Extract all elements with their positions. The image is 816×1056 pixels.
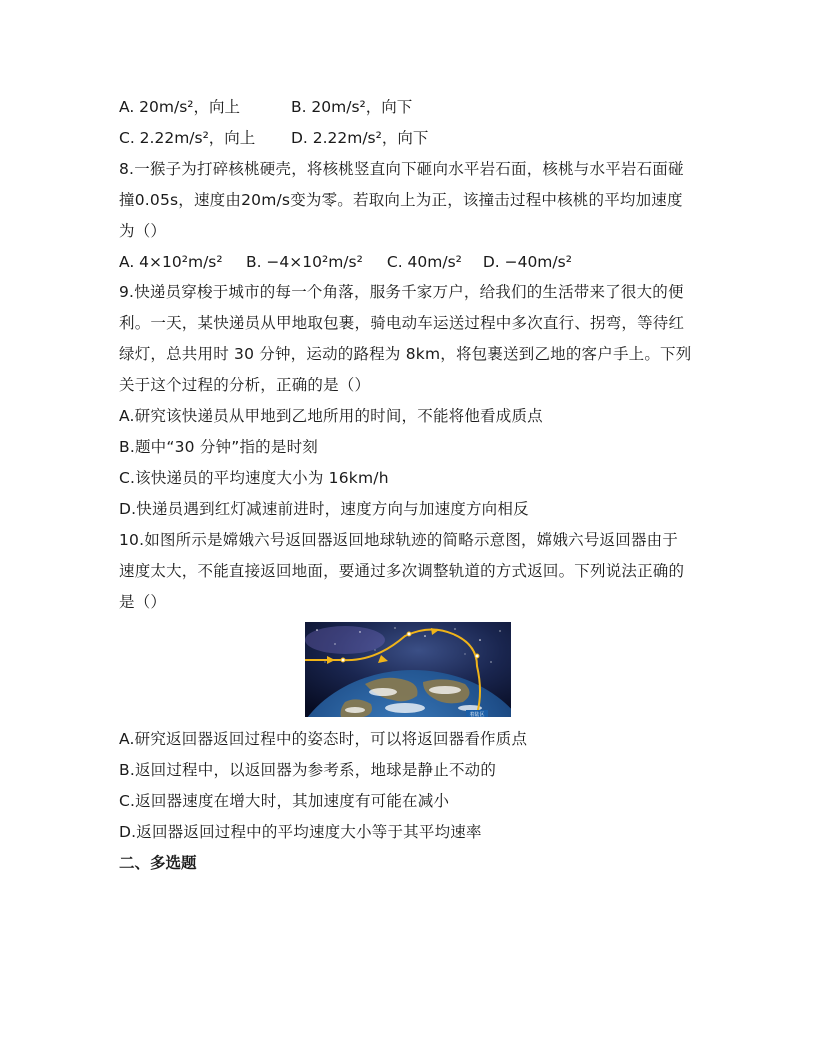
section-heading-multiple-choice: 二、多选题 [119,854,197,872]
q8-option-a[interactable]: A. 4×10²m/s² [119,253,223,271]
q10-option-a[interactable]: A.研究返回器返回过程中的姿态时，可以将返回器看作质点 [119,730,528,748]
q10-stem-line1: 10.如图所示是嫦娥六号返回器返回地球轨迹的简略示意图，嫦娥六号返回器由于 [119,531,679,549]
q10-option-c[interactable]: C.返回器速度在增大时，其加速度有可能在减小 [119,792,450,810]
earth-orbit-illustration [305,622,511,717]
q9-stem-line3: 绿灯，总共用时 30 分钟，运动的路程为 8km，将包裹送到乙地的客户手上。下列 [119,345,692,363]
q7-options-row1 [119,97,412,117]
q10-stem-line2: 速度太大，不能直接返回地面，要通过多次调整轨道的方式返回。下列说法正确的 [119,562,685,580]
q9-option-d[interactable]: D.快递员遇到红灯减速前进时，速度方向与加速度方向相反 [119,500,529,518]
q8-option-c[interactable]: C. 40m/s² [386,253,462,271]
q8-options-row [119,252,572,272]
q9-stem-line1: 9.快递员穿梭于城市的每一个角落，服务千家万户，给我们的生活带来了很大的便 [119,283,684,301]
q8-option-b[interactable]: B. −4×10²m/s² [245,253,363,271]
q10-option-d[interactable]: D.返回器返回过程中的平均速度大小等于其平均速率 [119,823,482,841]
q8-stem-line1: 8.一猴子为打碎核桃硬壳，将核桃竖直向下砸向水平岩石面，核桃与水平岩石面碰 [119,160,684,178]
q7-option-d[interactable]: D. 2.22m/s²，向下 [290,129,429,147]
q9-option-a[interactable]: A.研究该快递员从甲地到乙地所用的时间，不能将他看成质点 [119,407,543,425]
q10-stem-line3: 是（） [119,593,167,611]
q8-stem-line2: 撞0.05s，速度由20m/s变为零。若取向上为正，该撞击过程中核桃的平均加速度 [119,191,683,209]
q7-option-a[interactable]: A. 20m/s²，向上 [119,98,241,116]
landing-label: 着陆区 [469,712,485,717]
return-trajectory-figure [305,622,511,717]
q9-stem-line4: 关于这个过程的分析，正确的是（） [119,376,371,394]
q7-option-b[interactable]: B. 20m/s²，向下 [290,98,413,116]
q9-stem-line2: 利。一天，某快递员从甲地取包裹，骑电动车运送过程中多次直行、拐弯，等待红 [119,314,685,332]
q9-option-c[interactable]: C.该快递员的平均速度大小为 16km/h [119,469,389,487]
q9-option-b[interactable]: B.题中“30 分钟”指的是时刻 [119,438,318,456]
q8-stem-line3: 为（） [119,222,167,240]
q10-option-b[interactable]: B.返回过程中，以返回器为参考系，地球是静止不动的 [119,761,497,779]
q7-option-c[interactable]: C. 2.22m/s²，向上 [119,129,256,147]
q8-option-d[interactable]: D. −40m/s² [482,253,572,271]
q7-options-row2 [119,128,428,148]
